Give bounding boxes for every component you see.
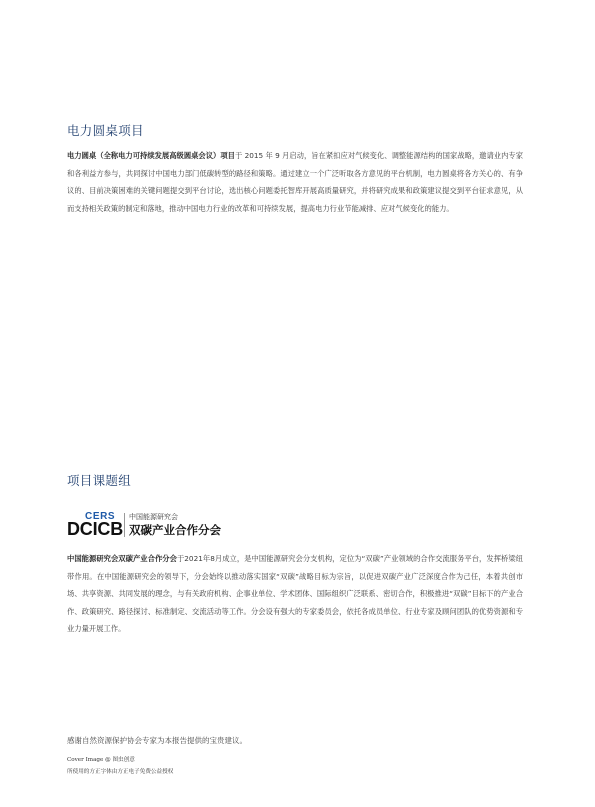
logo-cers-chinese-name: 中国能源研究会 <box>129 513 178 521</box>
project-team-bold-lead: 中国能源研究会双碳产业合作分会 <box>67 554 177 563</box>
font-license-note: 所使用的方正字体由方正电子免费公益授权 <box>67 769 174 775</box>
cover-image-credit: Cover Image @ 图虫创意 <box>67 757 135 763</box>
section-heading-power-roundtable: 电力圆桌项目 <box>67 123 144 138</box>
dcicb-logo <box>67 511 237 539</box>
acknowledgement-text: 感谢自然资源保护协会专家为本报告提供的宝贵建议。 <box>67 736 247 745</box>
logo-branch-chinese-name: 双碳产业合作分会 <box>129 523 221 537</box>
logo-cers-text: CERS <box>85 511 116 522</box>
power-roundtable-description <box>67 147 523 217</box>
power-roundtable-bold-lead: 电力圆桌（全称电力可持续发展高级圆桌会议）项目 <box>67 151 235 160</box>
project-team-body: 于2021年8月成立，是中国能源研究会分支机构，定位为“双碳”产业领域的合作交流服务平台，发挥桥梁纽带作用。在中国能源研究会的领导下，分会始终以推动落实国家“双碳”战略目标为宗旨，以促进双碳产业广泛深度合作为己任，本着共创市场、共享资源、共同发展的理念，与有关政府机构、企事业单位、学术团体、国际组织广泛联系、密切合作，积极推进“双碳”目标下的产业合作、政策研究、路径探讨、标准制定、交流活动等工作。分会设有强大的专家委员会，依托各成员单位、行业专家及顾问团队的优势资源和专业力量开展工作。 <box>67 554 523 633</box>
power-roundtable-body: 于 2015 年 9 月启动，旨在紧扣应对气候变化、调整能源结构的国家战略，邀请业内专家和各利益方参与，共同探讨中国电力部门低碳转型的路径和策略。通过建立一个广泛听取各方意见的平台机制，电力圆桌将各方关心的、有争议的、目前决策困难的关键问题提交到平台讨论，选出核心问题委托智库开展高质量研究，并将研究成果和政策建议提交到平台征求意见，从而支持相关政策的制定和落地，推动中国电力行业的改革和可持续发展，提高电力行业节能减排、应对气候变化的能力。 <box>67 151 523 213</box>
logo-divider <box>124 513 125 537</box>
project-team-description <box>67 550 523 638</box>
section-heading-project-team: 项目课题组 <box>67 473 132 488</box>
logo-dcicb-text: DCICB <box>67 519 123 539</box>
